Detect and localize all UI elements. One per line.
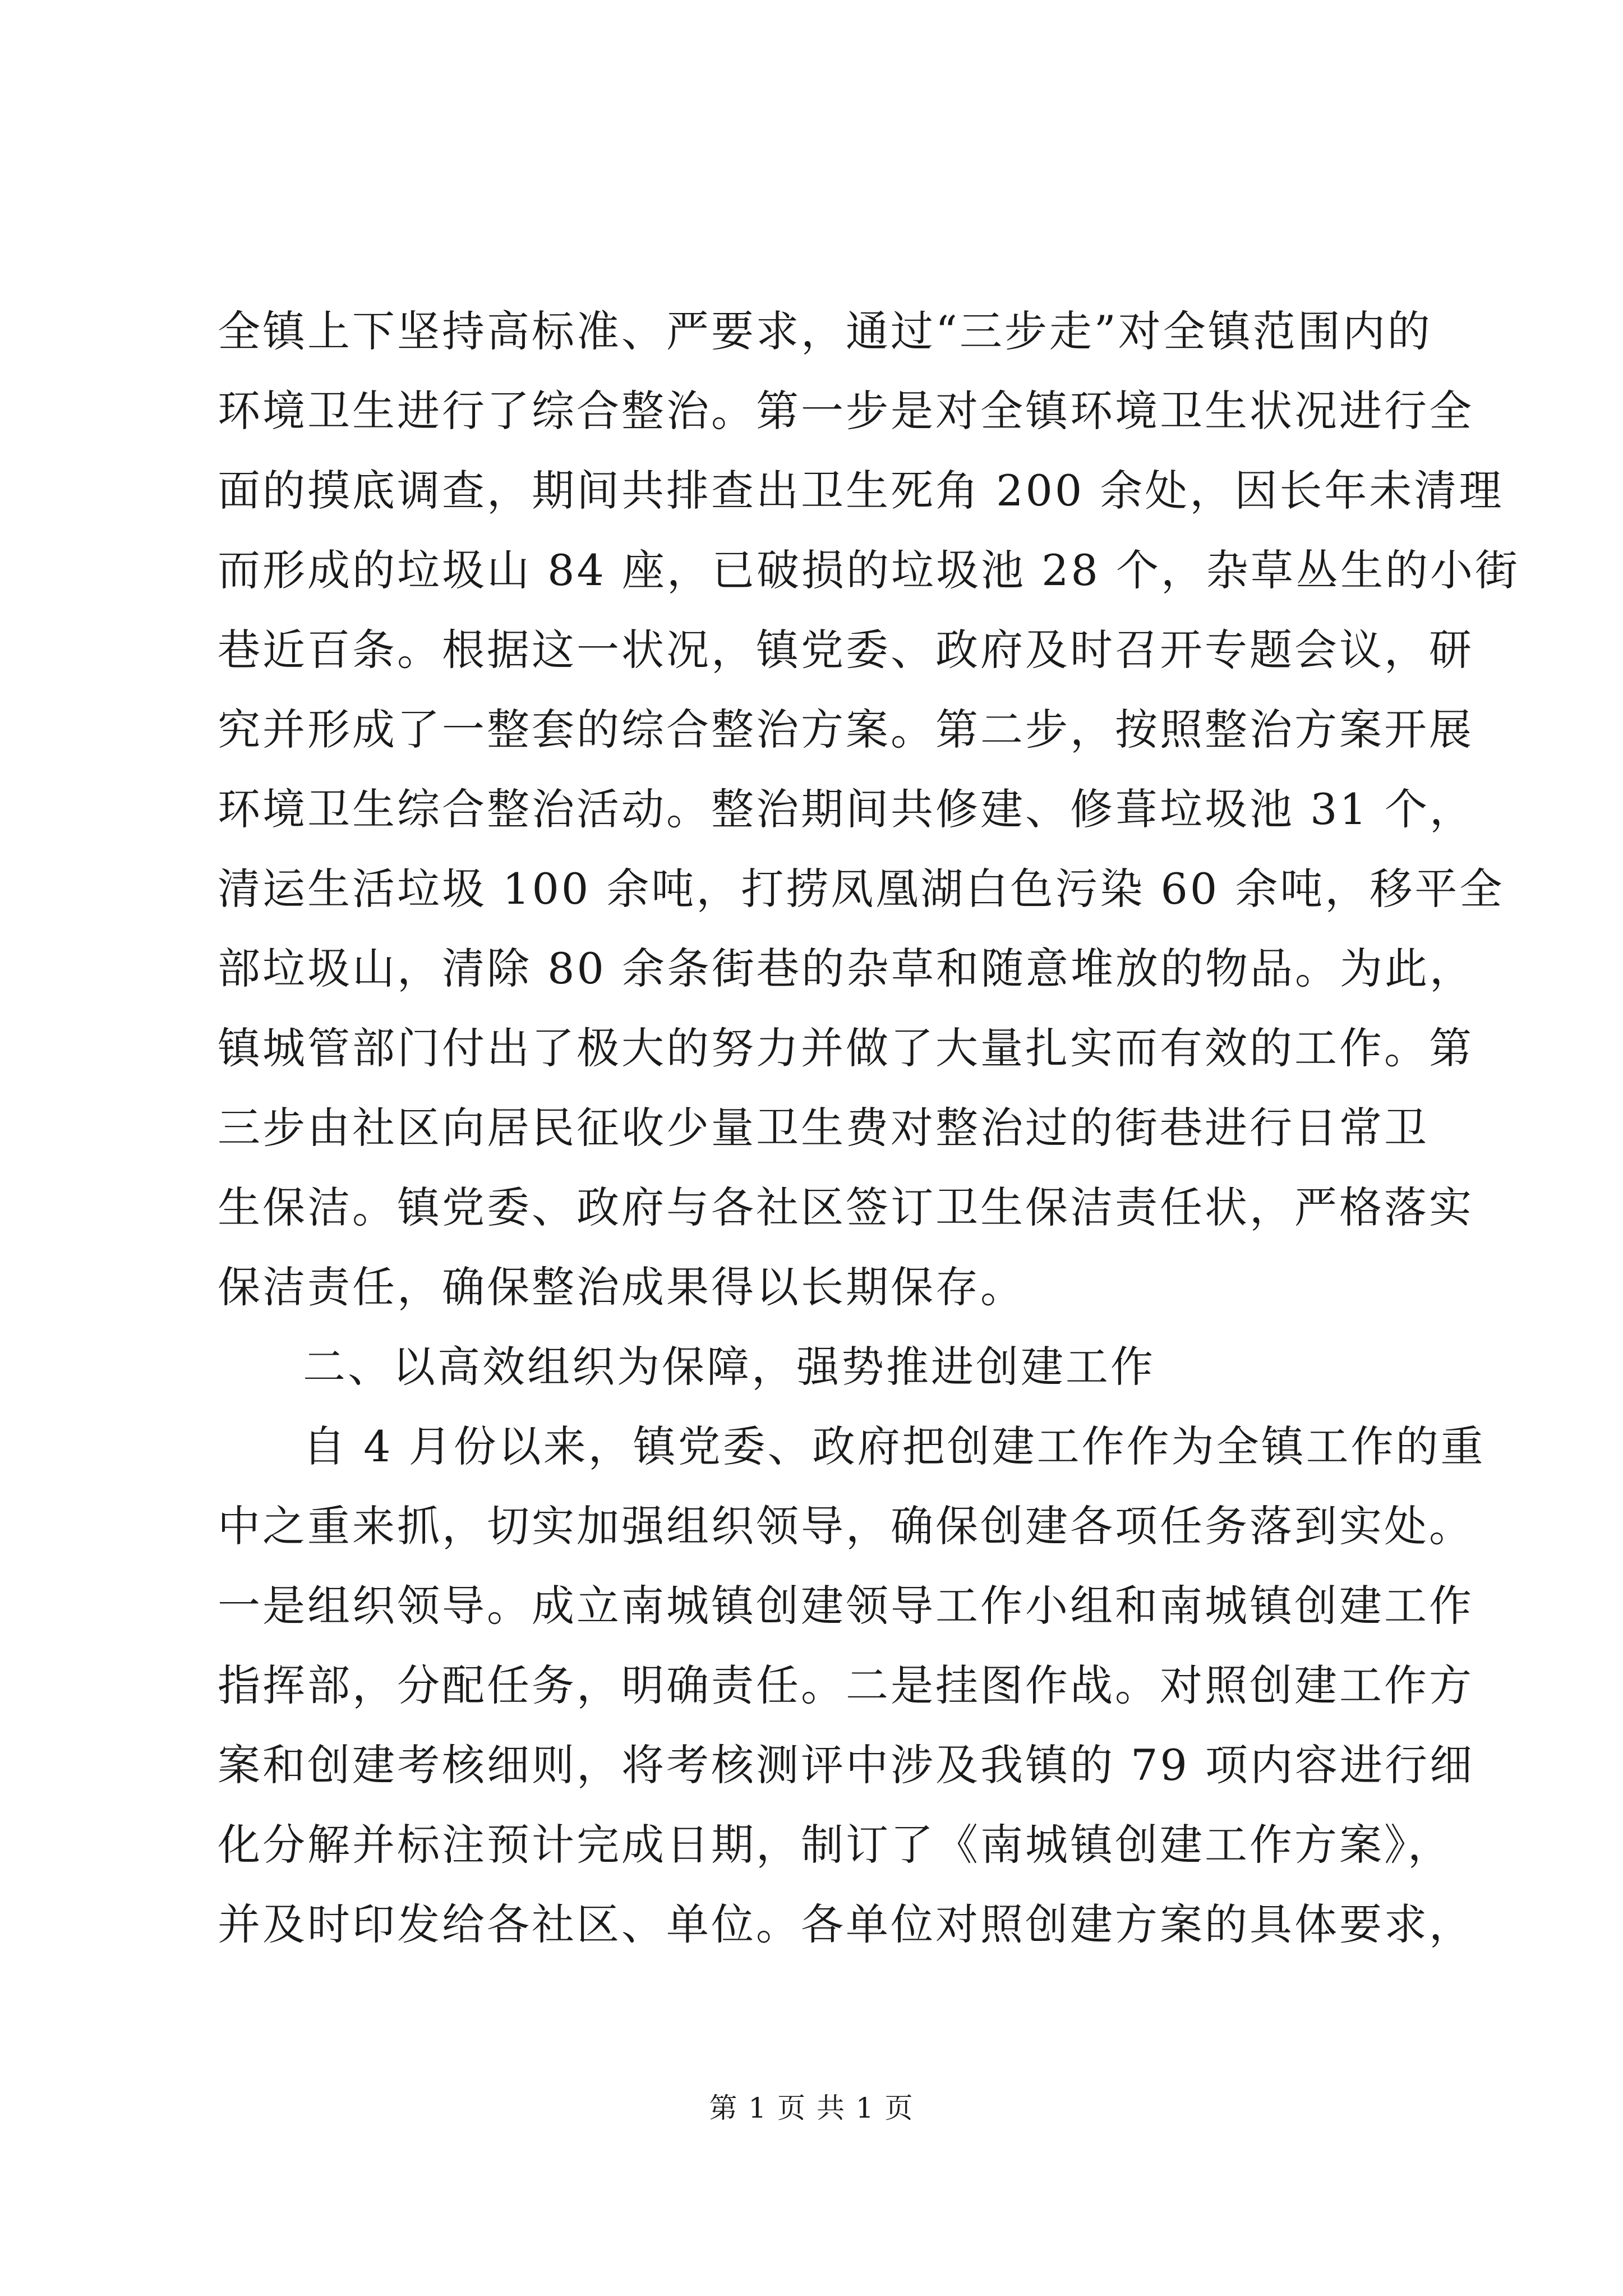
text-line: 三步由社区向居民征收少量卫生费对整治过的街巷进行日常卫: [218, 1103, 1429, 1153]
text-line: 全镇上下坚持高标准、严要求，通过“三步走”对全镇范围内的: [218, 306, 1432, 356]
text-line: 而形成的垃圾山 84 座，已破损的垃圾池 28 个，杂草丛生的小街: [218, 545, 1520, 595]
text-line: 生保洁。镇党委、政府与各社区签订卫生保洁责任状，严格落实: [218, 1182, 1474, 1232]
text-line: 一是组织领导。成立南城镇创建领导工作小组和南城镇创建工作: [218, 1581, 1474, 1631]
text-line: 保洁责任，确保整治成果得以长期保存。: [218, 1262, 1025, 1312]
text-line: 中之重来抓，切实加强组织领导，确保创建各项任务落到实处。: [218, 1501, 1474, 1551]
text-line: 究并形成了一整套的综合整治方案。第二步，按照整治方案开展: [218, 705, 1474, 754]
text-line: 环境卫生综合整治活动。整治期间共修建、修葺垃圾池 31 个，: [218, 784, 1475, 834]
text-line: 化分解并标注预计完成日期，制订了《南城镇创建工作方案》，: [218, 1820, 1453, 1870]
text-line: 指挥部，分配任务，明确责任。二是挂图作战。对照创建工作方: [218, 1660, 1474, 1710]
text-line: 清运生活垃圾 100 余吨，打捞凤凰湖白色污染 60 余吨，移平全: [218, 864, 1505, 914]
section-heading: 二、以高效组织为保障，强势推进创建工作: [303, 1342, 1155, 1392]
page-number-footer: 第 1 页 共 1 页: [709, 2092, 914, 2124]
text-line: 部垃圾山，清除 80 余条街巷的杂草和随意堆放的物品。为此，: [218, 944, 1475, 993]
text-line: 镇城管部门付出了极大的努力并做了大量扎实而有效的工作。第: [218, 1023, 1474, 1073]
text-line: 自 4 月份以来，镇党委、政府把创建工作作为全镇工作的重: [303, 1421, 1486, 1471]
text-line: 面的摸底调查，期间共排查出卫生死角 200 余处，因长年未清理: [218, 466, 1504, 516]
text-line: 案和创建考核细则，将考核测评中涉及我镇的 79 项内容进行细: [218, 1740, 1475, 1790]
text-line: 并及时印发给各社区、单位。各单位对照创建方案的具体要求，: [218, 1899, 1474, 1949]
text-line: 环境卫生进行了综合整治。第一步是对全镇环境卫生状况进行全: [218, 386, 1474, 436]
document-body: [218, 292, 1520, 1964]
text-line: 巷近百条。根据这一状况，镇党委、政府及时召开专题会议，研: [218, 625, 1474, 675]
